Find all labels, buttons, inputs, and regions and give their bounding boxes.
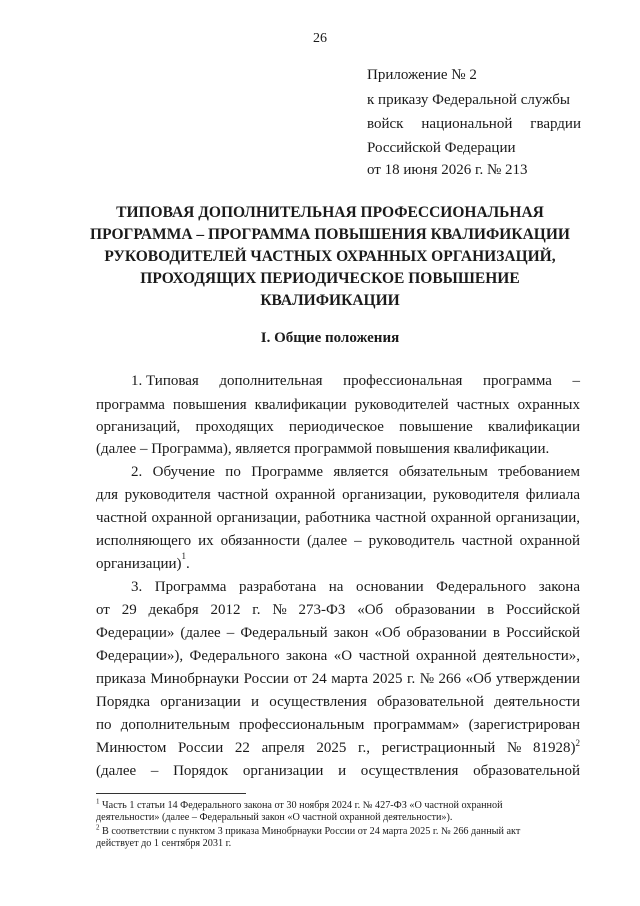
appendix-title: Приложение № 2 [367, 67, 477, 83]
text-line: 1. Типовая дополнительная профессиональная программа – [131, 373, 580, 389]
text-line: Порядка организации и осуществления образовательной деятельности [96, 694, 580, 710]
text-line: от 29 декабря 2012 г. № 273-ФЗ «Об образовании в Российской [96, 602, 580, 618]
appendix-date: от 18 июня 2026 г. № 213 [367, 162, 528, 178]
text-line: Федерации»), Федерального закона «О частной охранной деятельности», [96, 648, 580, 664]
title-line: КВАЛИФИКАЦИИ [260, 292, 400, 309]
text-line: частной охранной организации, работника частной охранной организации, [96, 510, 580, 526]
appendix-country: Российской Федерации [367, 140, 516, 156]
footnote-1: $^1$ Часть 1 статьи 14 Федерального закона от 30 ноября 2024 г. № 427-ФЗ «О частной охранной [96, 797, 503, 811]
text-line: приказа Минобрнауки России от 24 марта 2025 г. № 266 «Об утверждении [96, 671, 580, 687]
text-line: исполняющего их обязанности (далее – руководитель частной охранной [96, 533, 580, 549]
text-line: организаций, проходящих периодическое повышение квалификации [96, 419, 580, 435]
text-line: (далее – Программа), является программой повышения квалификации. [96, 441, 550, 457]
text-line: 2. Обучение по Программе является обязательным требованием [131, 464, 580, 480]
footnote-ref-1[interactable]: 1 [181, 551, 187, 561]
page-number: 26 [313, 31, 327, 46]
title-line: РУКОВОДИТЕЛЕЙ ЧАСТНЫХ ОХРАННЫХ ОРГАНИЗАЦИЙ, [104, 248, 556, 265]
footnote-divider [96, 793, 246, 794]
footnote-ref-2[interactable]: 2 [575, 738, 580, 748]
title-line: ПРОГРАММА – ПРОГРАММА ПОВЫШЕНИЯ КВАЛИФИКАЦИИ [90, 226, 570, 243]
footnote-2-cont: действует до 1 сентября 2031 г. [96, 838, 232, 849]
text-line: Федерации» (далее – Федеральный закон «Об образовании в Российской [96, 625, 580, 641]
footnote-2: $^2$ В соответствии с пунктом 3 приказа Минобрнауки России от 24 марта 2025 г. № 266 данный акт [96, 823, 521, 837]
footnote-1-cont: деятельности» (далее – Федеральный закон «О частной охранной деятельности»). [96, 812, 453, 823]
title-line: ПРОХОДЯЩИХ ПЕРИОДИЧЕСКОЕ ПОВЫШЕНИЕ [140, 270, 520, 287]
text-line: (далее – Порядок организации и осуществления образовательной [96, 763, 580, 779]
text-line: для руководителя частной охранной организации, руководителя филиала [96, 487, 580, 503]
text-line: программа повышения квалификации руководителей частных охранных [96, 397, 580, 413]
text-line: Минюстом России 22 апреля 2025 г., регистрационный № 81928)$^2$ [96, 738, 580, 756]
text-line: 3. Программа разработана на основании Федерального закона [131, 579, 580, 595]
title-line: ТИПОВАЯ ДОПОЛНИТЕЛЬНАЯ ПРОФЕССИОНАЛЬНАЯ [116, 204, 544, 221]
text-line: организации) 1 . [96, 551, 190, 572]
appendix-service-name: войск национальной гвардии [367, 116, 581, 132]
text-line: по дополнительным профессиональным программам» (зарегистрирован [96, 717, 580, 733]
appendix-order-ref: к приказу Федеральной службы [367, 92, 571, 108]
section-heading: I. Общие положения [260, 330, 400, 346]
